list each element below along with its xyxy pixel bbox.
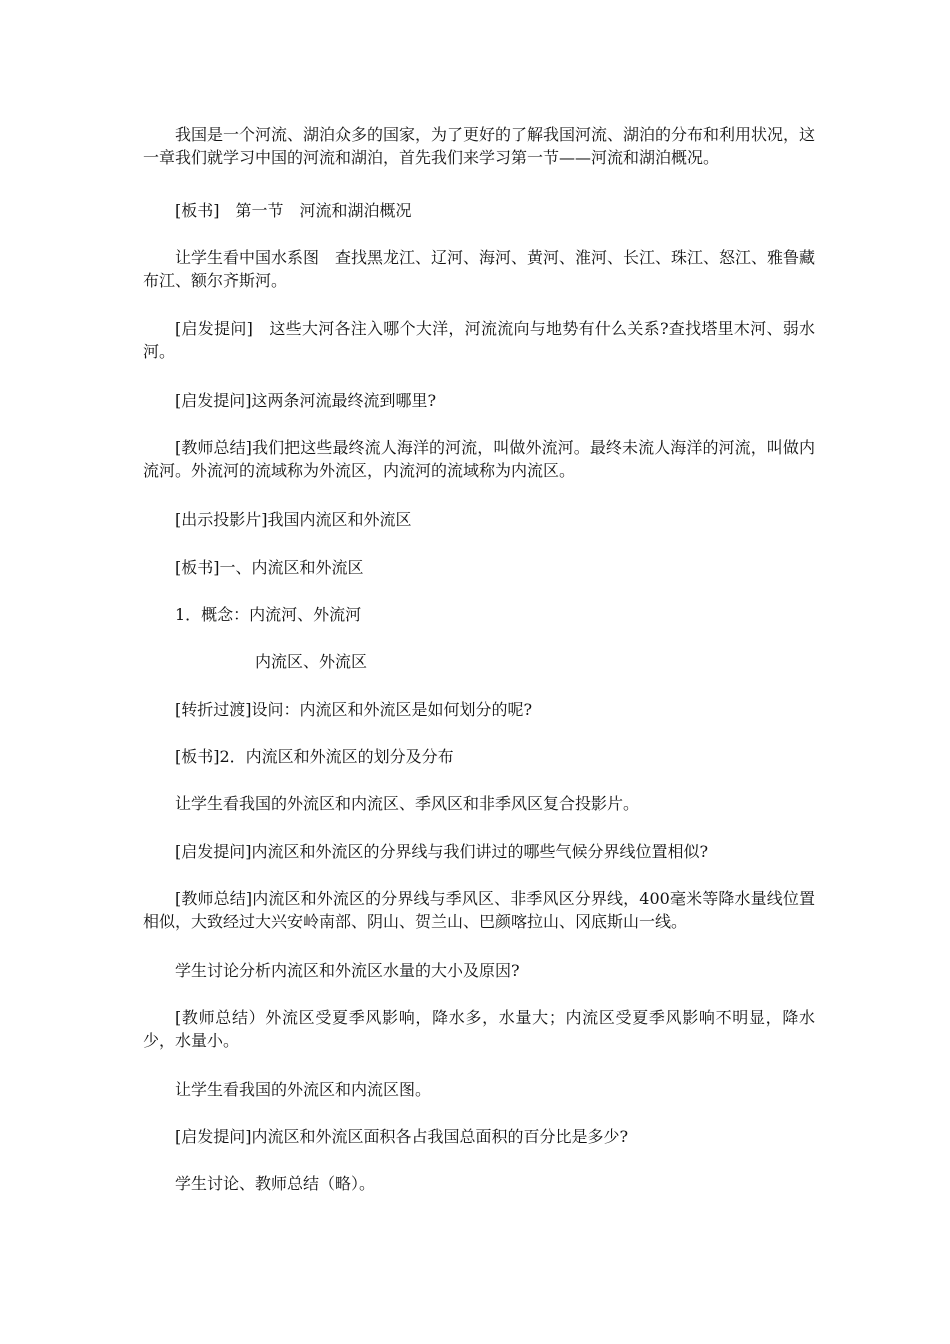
question-paragraph: [启发提问]内流区和外流区的分界线与我们讲过的哪些气候分界线位置相似? [175,842,709,861]
question-paragraph: [启发提问]内流区和外流区面积各占我国总面积的百分比是多少? [175,1127,629,1146]
board-note-section-title: [板书] 第一节 河流和湖泊概况 [175,201,412,220]
intro-paragraph: 我国是一个河流、湖泊众多的国家，为了更好的了解我国河流、湖泊的分布和利用状况，这一章我们就学习中国的河流和湖泊，首先我们来学习第一节——河流和湖泊概况。 [143,125,816,167]
slide-note-paragraph: [出示投影片]我国内流区和外流区 [175,510,412,529]
board-note-heading: [板书]2．内流区和外流区的划分及分布 [175,747,454,766]
transition-paragraph: [转折过渡]设问：内流区和外流区是如何划分的呢? [175,700,533,719]
teacher-summary-paragraph: [教师总结）外流区受夏季风影响，降水多，水量大；内流区受夏季风影响不明显，降水少，水量小。 [143,1008,815,1050]
board-note-heading: [板书]一、内流区和外流区 [175,558,364,577]
map-activity-paragraph: 让学生看中国水系图 查找黑龙江、辽河、海河、黄河、淮河、长江、珠江、怒江、雅鲁藏布江、额尔齐斯河。 [143,248,816,290]
concept-line: 1．概念：内流河、外流河 [175,605,362,624]
discussion-paragraph: 学生讨论、教师总结（略）。 [175,1174,376,1193]
map-activity-paragraph: 让学生看我国的外流区和内流区图。 [175,1080,432,1099]
question-paragraph: [启发提问] 这些大河各注入哪个大洋，河流流向与地势有什么关系?查找塔里木河、弱水河。 [143,319,815,361]
discussion-paragraph: 学生讨论分析内流区和外流区水量的大小及原因? [175,961,520,980]
map-activity-paragraph: 让学生看我国的外流区和内流区、季风区和非季风区复合投影片。 [175,794,640,813]
teacher-summary-paragraph: [教师总结]我们把这些最终流人海洋的河流，叫做外流河。最终未流人海洋的河流，叫做内流河。外流河的流域称为外流区，内流河的流域称为内流区。 [143,438,815,480]
concept-line-continued: 内流区、外流区 [255,652,368,671]
teacher-summary-paragraph: [教师总结]内流区和外流区的分界线与季风区、非季风区分界线，400毫米等降水量线位置相似，大致经过大兴安岭南部、阴山、贺兰山、巴颜喀拉山、冈底斯山一线。 [143,889,815,931]
question-paragraph: [启发提问]这两条河流最终流到哪里? [175,391,437,410]
